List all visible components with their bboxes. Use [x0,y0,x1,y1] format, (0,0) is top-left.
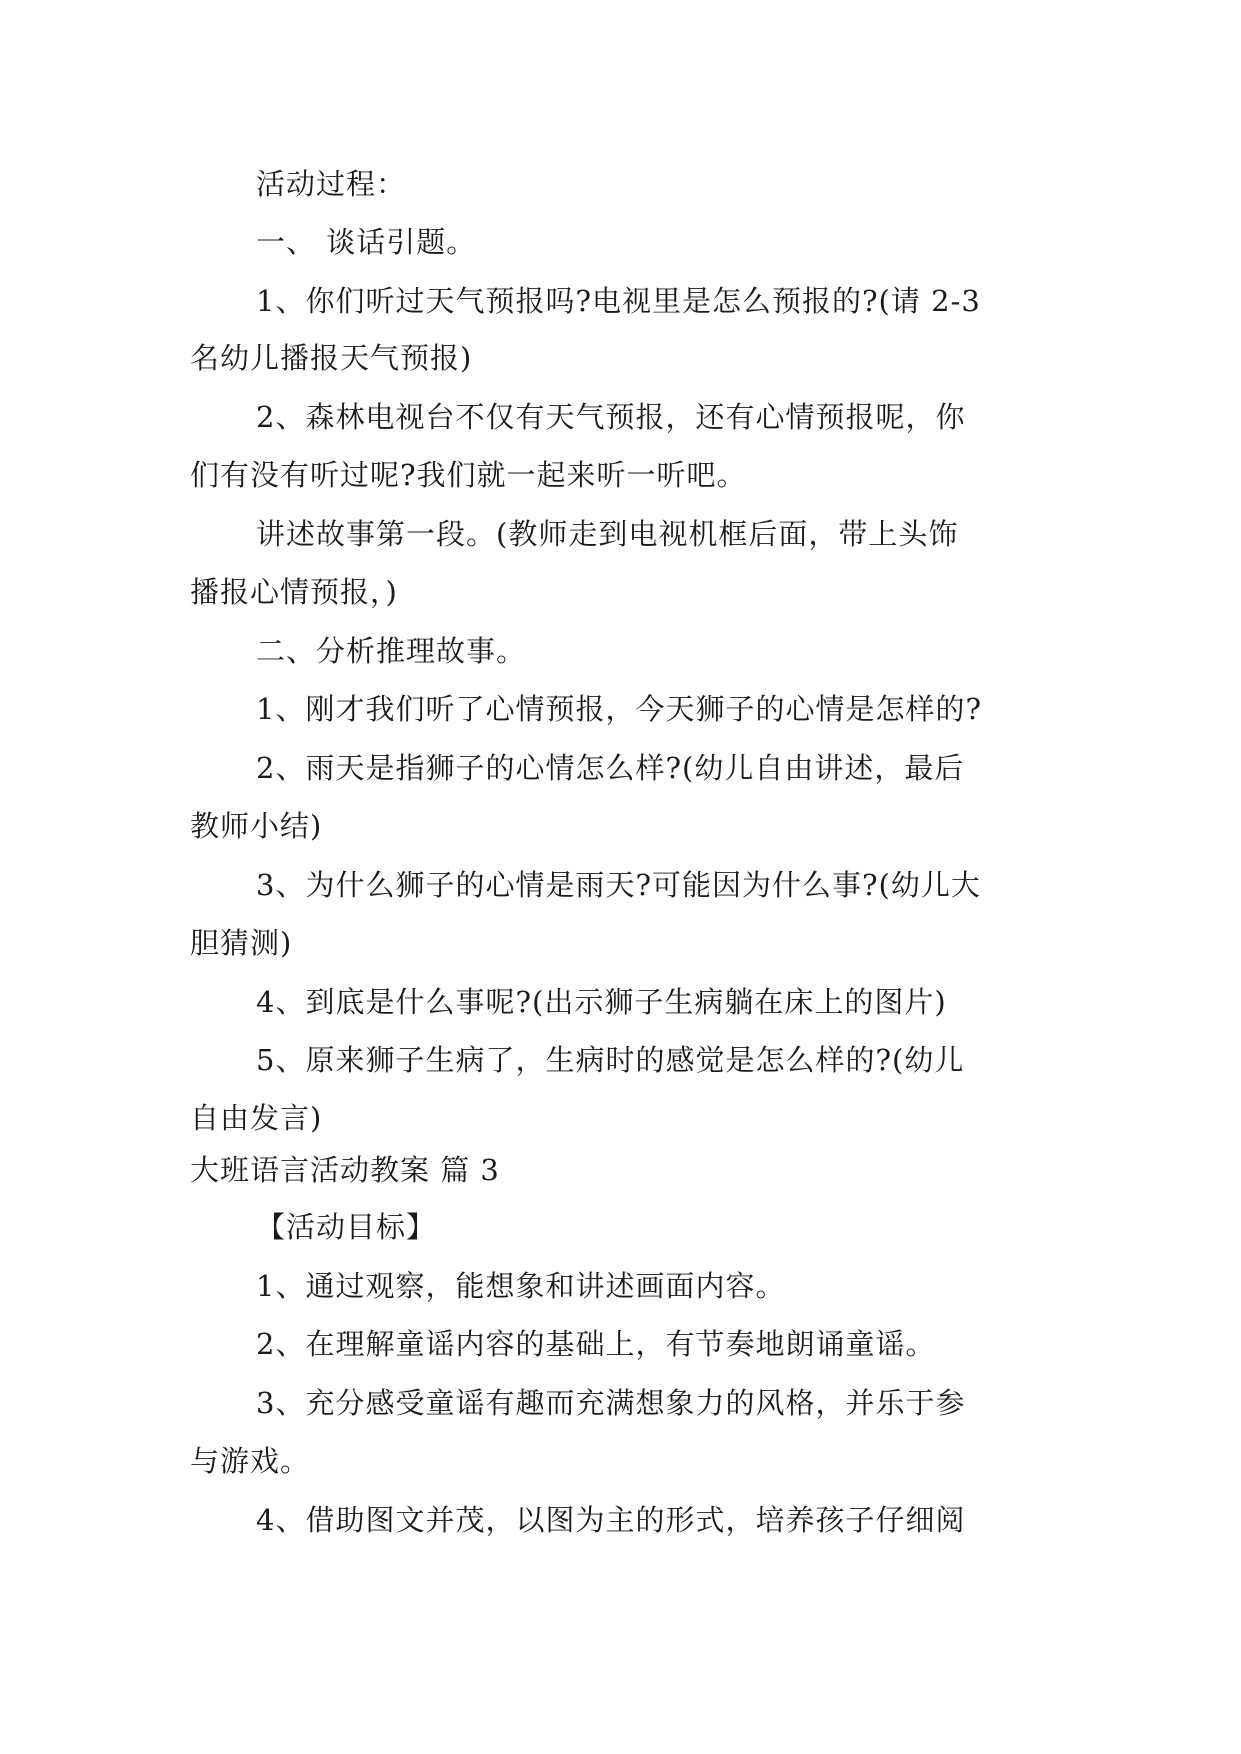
objectives-heading: 【活动目标】 [256,1210,437,1244]
paragraph-line: 名幼儿播报天气预报) [190,341,473,375]
paragraph-line: 们有没有听过呢?我们就一起来听一听吧。 [190,458,747,492]
paragraph-line: 3、充分感受童谣有趣而充满想象力的风格，并乐于参 [256,1386,966,1420]
paragraph-line: 1、通过观察，能想象和讲述画面内容。 [256,1269,786,1303]
paragraph-line: 自由发言) [190,1101,323,1135]
paragraph-line: 播报心情预报，) [190,575,398,609]
paragraph-line: 4、借助图文并茂，以图为主的形式，培养孩子仔细阅 [256,1503,966,1537]
paragraph-line: 讲述故事第一段。(教师走到电视机框后面，带上头饰 [256,517,959,551]
paragraph-line: 2、雨天是指狮子的心情怎么样?(幼儿自由讲述，最后 [256,751,965,785]
paragraph-line: 与游戏。 [190,1444,311,1478]
paragraph-line: 2、在理解童谣内容的基础上，有节奏地朗诵童谣。 [256,1327,936,1361]
paragraph-line: 1、你们听过天气预报吗?电视里是怎么预报的?(请 2-3 [256,284,981,318]
paragraph-line: 5、原来狮子生病了，生病时的感觉是怎么样的?(幼儿 [256,1043,965,1077]
section-heading-activity-process: 活动过程： [256,167,407,201]
paragraph-line: 2、森林电视台不仅有天气预报，还有心情预报呢，你 [256,400,966,434]
paragraph-line: 3、为什么狮子的心情是雨天?可能因为什么事?(幼儿大 [256,868,981,902]
paragraph-line: 4、到底是什么事呢?(出示狮子生病躺在床上的图片) [256,985,947,1019]
section-title: 大班语言活动教案 篇 3 [190,1153,500,1187]
step-heading-1: 一、 谈话引题。 [256,225,477,259]
step-heading-2: 二、分析推理故事。 [256,634,527,668]
paragraph-line: 1、刚才我们听了心情预报，今天狮子的心情是怎样的? [256,692,982,726]
paragraph-line: 胆猜测) [190,926,293,960]
paragraph-line: 教师小结) [190,809,323,843]
